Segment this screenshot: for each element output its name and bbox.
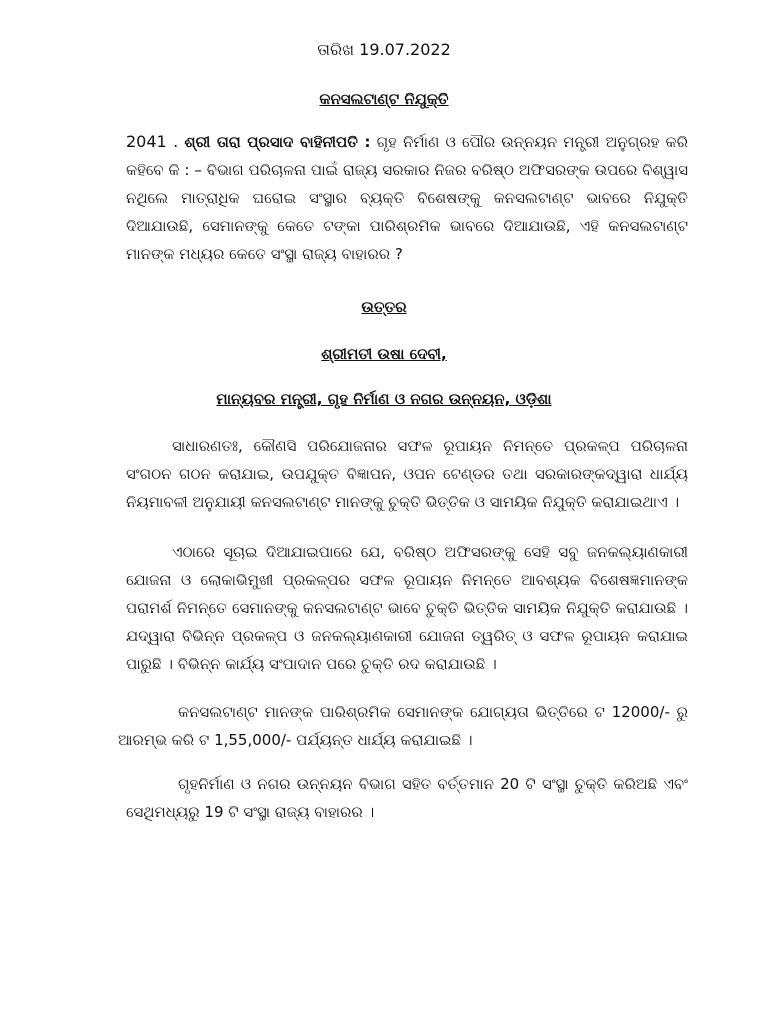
question-paragraph — [126, 128, 688, 268]
answer-paragraph-3: କନସଲଟାଣ୍ଟ ମାନଙ୍କ ପାରିଶ୍ରମିକ ସେମାନଙ୍କ ଯୋଗ୍ୟତା ଭିତ୍ତିରେ ଟ 12000/- ରୁ ଆରମ୍ଭ କରି ଟ 1,55,000/- ପର୍ଯ୍ୟନ୍ତ ଧାର୍ଯ୍ୟ କରାଯାଇଛି । — [118, 703, 688, 749]
question-text: ଗୃହ ନିର୍ମାଣ ଓ ପୌର ଉନ୍ନୟନ ମନ୍ତ୍ରୀ ଅନୁଗ୍ରହ କରି କହିବେ କି : – ବିଭାଗ ପରିଚାଳନା ପାଇଁ ରାଜ୍ୟ ସରକାର ନିଜର ବରିଷ୍ଠ ଅଫିସରଙ୍କ ଉପରେ ବିଶ୍ୱାସ ନଥିଲେ ମାତ୍ରାଧିକ ଘରୋଇ ସଂସ୍ଥାର ବ୍ୟକ୍ତି ବିଶେଷଙ୍କୁ କନସଲଟାଣ୍ଟ ଭାବରେ ନିଯୁକ୍ତି ଦିଆଯାଉଛି, ସେମାନଙ୍କୁ କେତେ ଟଙ୍କା ପାରିଶ୍ରମିକ ଭାବରେ ଦିଆଯାଉଛି, ଏହି କନସଲଟାଣ୍ଟ ମାନଙ୍କ ମଧ୍ୟର କେତେ ସଂସ୍ଥା ରାଜ୍ୟ ବାହାରର ? — [126, 133, 688, 263]
answer-paragraph-4: ଗୃହନିର୍ମାଣ ଓ ନଗର ଉନ୍ନୟନ ବିଭାଗ ସହିତ ବର୍ତ୍ତମାନ 20 ଟି ସଂସ୍ଥା ଚୁକ୍ତି କରିଅଛି ଏବଂ ସେଥିମଧ୍ୟରୁ 19 ଟି ସଂସ୍ଥା ରାଜ୍ୟ ବାହାରର । — [126, 775, 688, 821]
question-member: ଶ୍ରୀ ତାରା ପ୍ରସାଦ ବାହିନୀପତି : — [184, 133, 371, 151]
question-number: 2041 . — [126, 132, 179, 151]
answer-heading: ଉତ୍ତର — [361, 298, 407, 316]
answer-paragraph-1: ସାଧାରଣତଃ, କୌଣସି ପରିଯୋଜନାର ସଫଳ ରୂପାୟନ ନିମନ୍ତେ ପ୍ରକଳ୍ପ ପରିଚାଳନା ସଂଗଠନ ଗଠନ କରାଯାଇ, ଉପଯୁକ୍ତ ବିଜ୍ଞାପନ, ଓପନ ଟେଣ୍ଡର ତଥା ସରକାରଙ୍କଦ୍ୱାରା ଧାର୍ଯ୍ୟ ନିୟମାବଳୀ ଅନୁଯାୟୀ କନସଲଟାଣ୍ଟ ମାନଙ୍କୁ ଚୁକ୍ତି ଭିତ୍ତିକ ଓ ସାମୟିକ ନିଯୁକ୍ତି କରାଯାଇଥାଏ । — [126, 437, 688, 511]
minister-designation: ମାନ୍ୟବର ମନ୍ତ୍ରୀ, ଗୃହ ନିର୍ମାଣ ଓ ନଗର ଉନ୍ନୟନ, ଓଡ଼ିଶା — [216, 390, 552, 408]
date-line: ତାରିଖ 19.07.2022 — [317, 40, 451, 59]
document-title: କନସଲଟାଣ୍ଟ ନିଯୁକ୍ତି — [319, 90, 449, 108]
answer-paragraph-2: ଏଠାରେ ସୂଚାଇ ଦିଆଯାଇପାରେ ଯେ, ବରିଷ୍ଠ ଅଫିସରଙ୍କୁ ସେହି ସବୁ ଜନକଲ୍ୟାଣକାରୀ ଯୋଜନା ଓ ଲୋକାଭିମୁଖୀ ପ୍ରକଳ୍ପର ସଫଳ ରୂପାୟନ ନିମନ୍ତେ ଆବଶ୍ୟକ ବିଶେଷଜ୍ଞମାନଙ୍କ ପରାମର୍ଶ ନିମନ୍ତେ ସେମାନଙ୍କୁ କନସଲଟାଣ୍ଟ ଭାବେ ଚୁକ୍ତି ଭିତ୍ତିକ ସାମୟିକ ନିଯୁକ୍ତି କରାଯାଉଛି । ଯଦ୍ୱାରା ବିଭିନ୍ନ ପ୍ରକଳ୍ପ ଓ ଜନକଲ୍ୟାଣକାରୀ ଯୋଜନା ତ୍ୱରିତ୍ ଓ ସଫଳ ରୂପାୟନ କରାଯାଇ ପାରୁଛି । ବିଭିନ୍ନ କାର୍ଯ୍ୟ ସଂପାଦାନ ପରେ ଚୁକ୍ତି ରଦ କରାଯାଉଛି । — [126, 543, 688, 673]
minister-name: ଶ୍ରୀମତୀ ଉଷା ଦେବୀ, — [321, 345, 447, 363]
